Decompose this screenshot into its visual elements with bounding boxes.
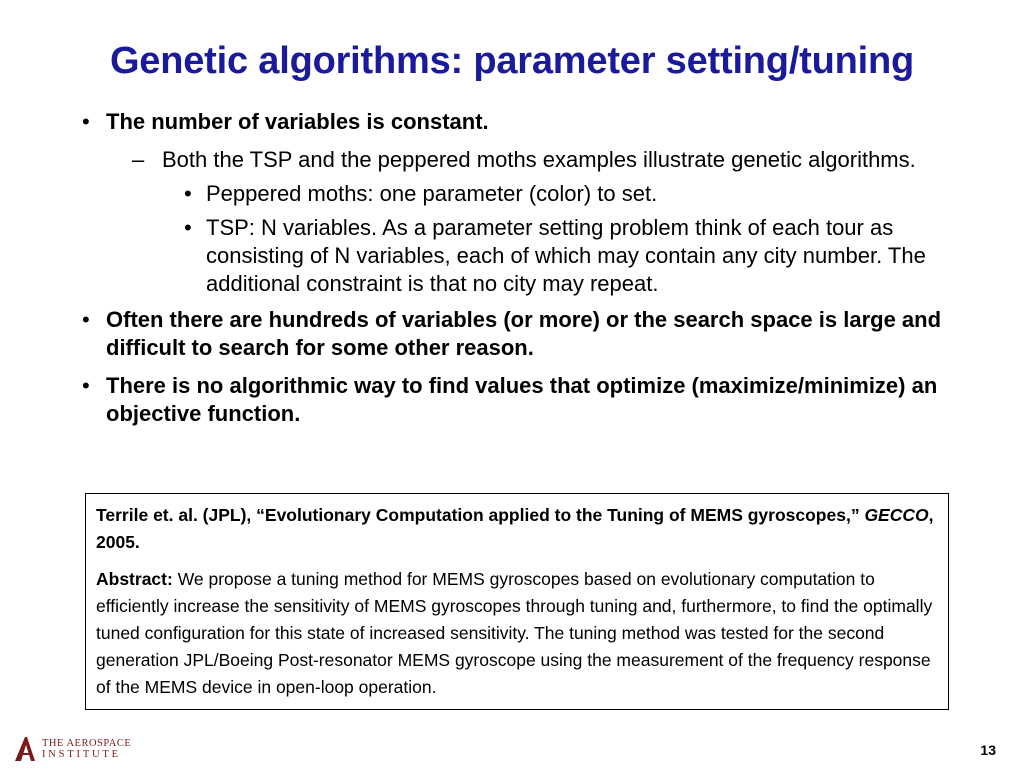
reference-box — [85, 493, 949, 710]
bullet-item — [76, 306, 956, 362]
logo-text — [42, 738, 131, 760]
sub-list — [76, 146, 956, 298]
slide-title: Genetic algorithms: parameter setting/tuning — [109, 40, 915, 82]
sub-bullet-item — [132, 146, 956, 174]
sub-sub-bullet-item — [176, 214, 956, 298]
citation-venue: GECCO — [864, 505, 929, 525]
bullet-list — [76, 108, 956, 438]
abstract — [96, 566, 938, 701]
bullet-marker: • — [184, 215, 192, 240]
bullet-item — [76, 108, 956, 136]
bullet-text: The number of variables is constant. — [106, 109, 489, 134]
sub-bullet-text: Both the TSP and the peppered moths examples illustrate genetic algorithms. — [162, 147, 916, 172]
bullet-text: Often there are hundreds of variables (or more) or the search space is large and difficult to search for some other reason. — [106, 307, 942, 360]
bullet-marker: • — [82, 373, 90, 398]
sub-sub-bullet-text: TSP: N variables. As a parameter setting problem think of each tour as consisting of N variables, each of which may contain any city number. The additional constraint is that no city may repeat. — [206, 215, 926, 296]
logo-line1: THE AEROSPACE — [42, 738, 132, 749]
citation-text: Terrile et. al. (JPL), “Evolutionary Computation applied to the Tuning of MEMS gyroscopes,” — [96, 505, 865, 525]
bullet-marker: • — [184, 181, 192, 206]
sub-sub-bullet-text: Peppered moths: one parameter (color) to set. — [206, 181, 658, 206]
bullet-text: There is no algorithmic way to find values that optimize (maximize/minimize) an objective function. — [106, 373, 938, 426]
citation-year: , 2005. — [96, 505, 934, 552]
logo-line2: INSTITUTE — [42, 749, 121, 760]
bullet-marker: • — [82, 109, 90, 134]
abstract-label: Abstract: — [96, 569, 173, 589]
aerospace-institute-logo — [14, 736, 144, 762]
bullet-item — [76, 372, 956, 428]
page-number: 13 — [980, 742, 996, 758]
bullet-marker: • — [82, 307, 90, 332]
aerospace-a-icon — [14, 736, 36, 762]
citation — [96, 502, 938, 556]
dash-marker: – — [132, 147, 145, 172]
sub-sub-bullet-item — [176, 180, 956, 208]
abstract-text: We propose a tuning method for MEMS gyroscopes based on evolutionary computation to efficiently increase the sensitivity of MEMS gyroscopes through tuning and, furthermore, to find the optimally tuned configuration for this state of increased sensitivity. The tuning method was tested for the second generation JPL/Boeing Post-resonator MEMS gyroscope using the measurement of the frequency response of the MEMS device in open-loop operation. — [96, 569, 933, 697]
